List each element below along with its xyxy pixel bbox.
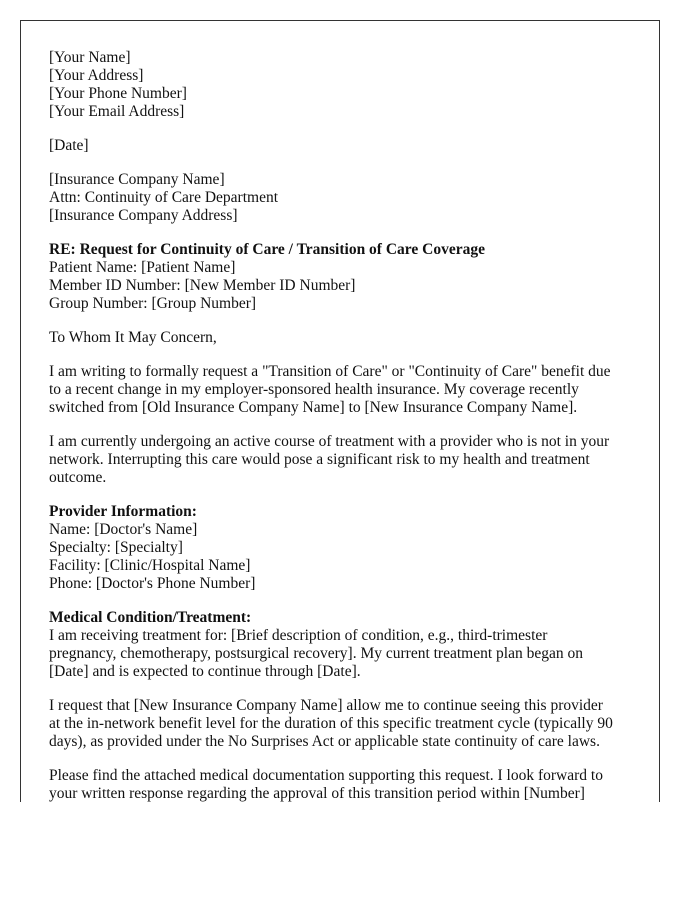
paragraph-line: at the in-network benefit level for the duration of this specific treatment cycle (typically 90 <box>49 715 613 732</box>
paragraph-line: your written response regarding the approval of this transition period within [Number] <box>49 785 585 802</box>
provider-phone: Phone: [Doctor's Phone Number] <box>49 575 256 592</box>
recipient-attn: Attn: Continuity of Care Department <box>49 189 279 206</box>
letter-content <box>49 49 639 802</box>
medical-block <box>49 609 639 681</box>
subject-line: RE: Request for Continuity of Care / Transition of Care Coverage <box>49 241 485 258</box>
group-number: Group Number: [Group Number] <box>49 295 257 312</box>
provider-facility: Facility: [Clinic/Hospital Name] <box>49 557 251 574</box>
paragraph-line: I request that [New Insurance Company Name] allow me to continue seeing this provider <box>49 697 603 714</box>
date-block <box>49 137 639 155</box>
salutation <box>49 329 639 347</box>
paragraph-line: to a recent change in my employer-sponsored health insurance. My coverage recently <box>49 381 579 398</box>
paragraph-line: [Date] and is expected to continue through [Date]. <box>49 663 361 680</box>
letter-page <box>20 20 660 802</box>
provider-specialty: Specialty: [Specialty] <box>49 539 183 556</box>
subject-block <box>49 241 639 313</box>
recipient-address: [Insurance Company Address] <box>49 207 238 224</box>
paragraph-line: days), as provided under the No Surprises Act or applicable state continuity of care laws. <box>49 733 600 750</box>
paragraph-closing <box>49 767 639 802</box>
paragraph-line: outcome. <box>49 469 107 486</box>
paragraph-line: network. Interrupting this care would pose a significant risk to my health and treatment <box>49 451 590 468</box>
provider-heading: Provider Information: <box>49 503 197 520</box>
sender-address: [Your Address] <box>49 67 144 84</box>
recipient-block <box>49 171 639 225</box>
sender-name: [Your Name] <box>49 49 131 66</box>
salutation-text: To Whom It May Concern, <box>49 329 217 346</box>
patient-name: Patient Name: [Patient Name] <box>49 259 236 276</box>
paragraph-line: Please find the attached medical documentation supporting this request. I look forward to <box>49 767 603 784</box>
paragraph-line: I am currently undergoing an active course of treatment with a provider who is not in your <box>49 433 610 450</box>
sender-block <box>49 49 639 121</box>
letter-date: [Date] <box>49 137 89 154</box>
paragraph-line: pregnancy, chemotherapy, postsurgical recovery]. My current treatment plan began on <box>49 645 583 662</box>
paragraph-line: I am writing to formally request a "Transition of Care" or "Continuity of Care" benefit due <box>49 363 611 380</box>
recipient-company: [Insurance Company Name] <box>49 171 225 188</box>
paragraph-line: switched from [Old Insurance Company Name] to [New Insurance Company Name]. <box>49 399 578 416</box>
paragraph-line: I am receiving treatment for: [Brief description of condition, e.g., third-trimester <box>49 627 548 644</box>
paragraph-intro <box>49 363 639 417</box>
provider-block <box>49 503 639 593</box>
sender-email: [Your Email Address] <box>49 103 185 120</box>
paragraph-treatment <box>49 433 639 487</box>
member-id: Member ID Number: [New Member ID Number] <box>49 277 356 294</box>
medical-heading: Medical Condition/Treatment: <box>49 609 252 626</box>
sender-phone: [Your Phone Number] <box>49 85 187 102</box>
provider-name: Name: [Doctor's Name] <box>49 521 198 538</box>
paragraph-request <box>49 697 639 751</box>
